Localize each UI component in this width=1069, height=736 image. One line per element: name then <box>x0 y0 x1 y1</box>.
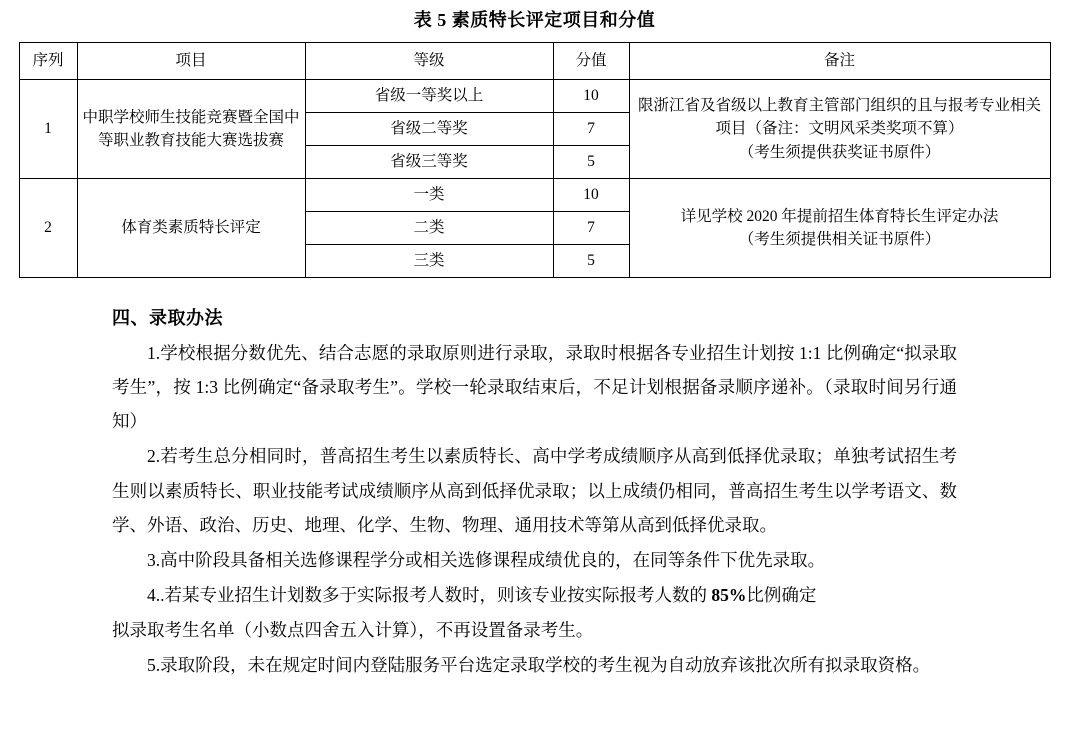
paragraph-1: 1.学校根据分数优先、结合志愿的录取原则进行录取，录取时根据各专业招生计划按 1:1 比例确定“拟录取考生”，按 1:3 比例确定“备录取考生”。学校一轮录取结束后，不足计划根据备录顺序递补。（录取时间另行通知） <box>112 343 957 432</box>
remark-line: 详见学校 2020 年提前招生体育特长生评定办法 <box>680 207 999 225</box>
score-table <box>19 42 1051 278</box>
table-header-remark: 备注 <box>629 43 1050 80</box>
cell-level: 三类 <box>305 245 553 278</box>
cell-level: 省级三等奖 <box>305 146 553 179</box>
table-body <box>19 80 1050 278</box>
remark-line: 项目（备注：文明风采类奖项不算） <box>715 120 964 138</box>
table-header-score: 分值 <box>553 43 629 80</box>
cell-level: 二类 <box>305 212 553 245</box>
cell-item: 体育类素质特长评定 <box>77 179 305 278</box>
cell-seq: 1 <box>19 80 77 179</box>
cell-level: 省级二等奖 <box>305 113 553 146</box>
paragraph-5: 5.录取阶段，未在规定时间内登陆服务平台选定录取学校的考生视为自动放弃该批次所有拟录取资格。 <box>147 655 931 676</box>
cell-level: 省级一等奖以上 <box>305 80 553 113</box>
cell-remark <box>629 80 1050 179</box>
paragraph-4-percent: 85% <box>711 584 747 605</box>
section-body <box>112 336 957 682</box>
cell-score: 5 <box>553 146 629 179</box>
cell-score: 10 <box>553 179 629 212</box>
table-row <box>19 179 1050 212</box>
cell-score: 5 <box>553 245 629 278</box>
paragraph-4-suffix: 比例确定 <box>746 584 817 605</box>
table-header-item: 项目 <box>77 43 305 80</box>
cell-level: 一类 <box>305 179 553 212</box>
cell-remark <box>629 179 1050 278</box>
paragraph-4-continued: 拟录取考生名单（小数点四舍五入计算），不再设置备录考生。 <box>112 620 594 640</box>
cell-item: 中职学校师生技能竞赛暨全国中等职业教育技能大赛选拔赛 <box>77 80 305 179</box>
cell-seq: 2 <box>19 179 77 278</box>
section-heading: 四、录取办法 <box>112 308 223 328</box>
table-header-row <box>19 43 1050 80</box>
table-header-seq: 序列 <box>19 43 77 80</box>
table-title: 表 5 素质特长评定项目和分值 <box>413 10 656 30</box>
paragraph-2: 2.若考生总分相同时，普高招生考生以素质特长、高中学考成绩顺序从高到低择优录取；单独考试招生考生则以素质特长、职业技能考试成绩顺序从高到低择优录取；以上成绩仍相同，普高招生考生以学考语文、数学、外语、政治、历史、地理、化学、生物、物理、通用技术等第从高到低择优录取。 <box>112 446 957 535</box>
paragraph-4-prefix: 4..若某专业招生计划数多于实际报考人数时，则该专业按实际报考人数的 <box>147 584 712 605</box>
table-row <box>19 80 1050 113</box>
cell-score: 10 <box>553 80 629 113</box>
remark-line: （考生须提供相关证书原件） <box>738 231 941 248</box>
table-header <box>19 43 1050 80</box>
remark-line: 限浙江省及省级以上教育主管部门组织的且与报考专业相关 <box>637 97 1041 115</box>
paragraph-4 <box>112 578 957 612</box>
remark-line: （考生须提供获奖证书原件） <box>738 143 941 161</box>
document-page <box>0 6 1069 736</box>
table-header-level: 等级 <box>305 43 553 80</box>
paragraph-3: 3.高中阶段具备相关选修课程学分或相关选修课程成绩优良的，在同等条件下优先录取。 <box>147 549 826 570</box>
cell-score: 7 <box>553 113 629 146</box>
cell-score: 7 <box>553 212 629 245</box>
